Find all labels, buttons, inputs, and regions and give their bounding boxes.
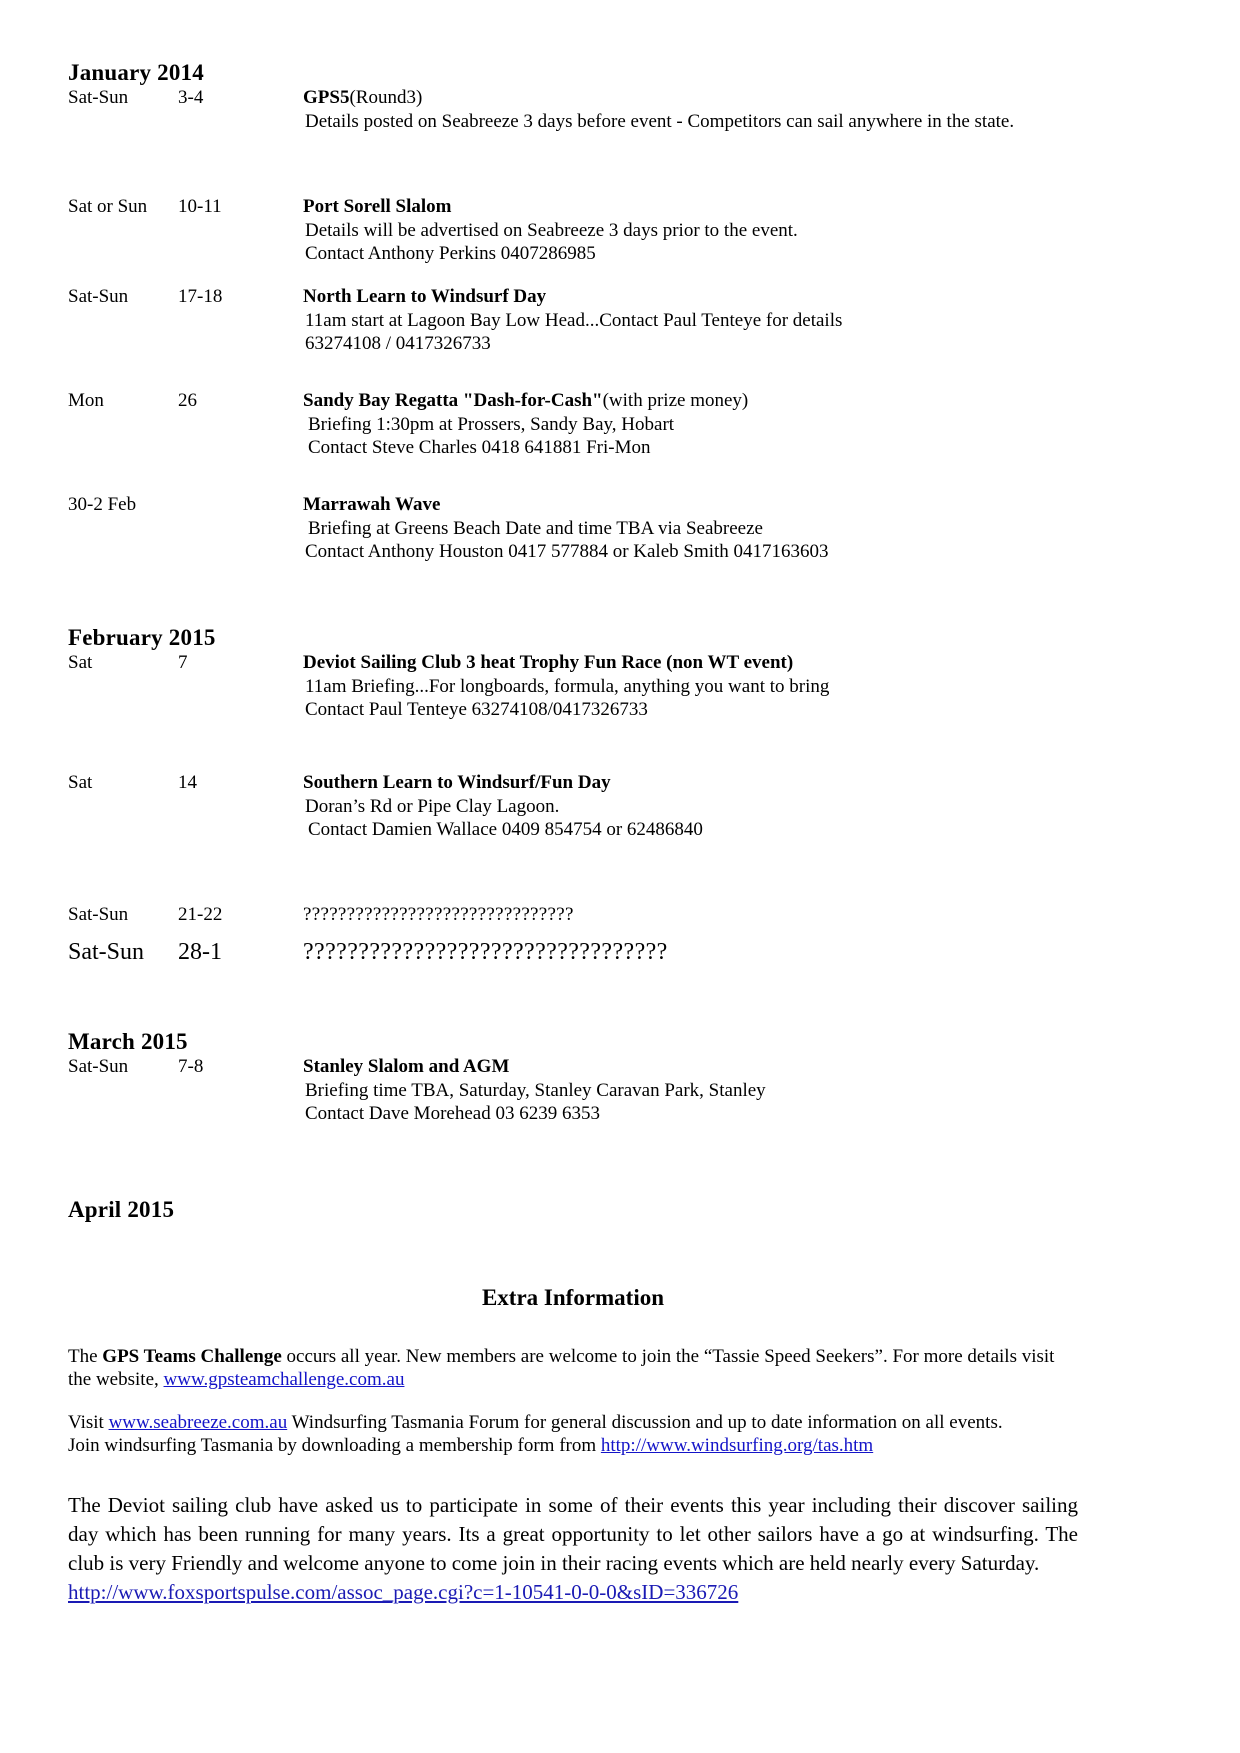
event-row	[68, 195, 1078, 219]
event-day: Sat-Sun	[68, 286, 129, 307]
event-date: 10-11	[178, 196, 222, 217]
event-title-bold: GPS5	[303, 87, 350, 108]
event-date: 17-18	[178, 286, 223, 307]
month-heading-february: February 2015	[68, 625, 216, 650]
event-row	[68, 285, 1078, 309]
event-row	[68, 1055, 1078, 1079]
event-title-plain: (Round3)	[349, 87, 423, 108]
event-detail: Briefing time TBA, Saturday, Stanley Caravan Park, Stanley	[305, 1080, 766, 1101]
spacer	[68, 1311, 1078, 1345]
spacer	[68, 1223, 1078, 1285]
event-detail: Contact Anthony Houston 0417 577884 or Kaleb Smith 0417163603	[305, 541, 829, 562]
extra-paragraph-gps-teams	[68, 1345, 1078, 1391]
event-detail: Contact Steve Charles 0418 641881 Fri-Mon	[308, 437, 651, 458]
extra-paragraph-seabreeze	[68, 1411, 1078, 1434]
spacer	[68, 1391, 1078, 1411]
extra-paragraph-deviot: The Deviot sailing club have asked us to participate in some of their events this year including their discover sailing day which has been running for many years. Its a great opportunity to let other sailors have a go at windsurfing. The club is very Friendly and welcome anyone to come join in their racing events which are held nearly every Saturday.	[68, 1493, 1078, 1575]
spacer	[68, 721, 1078, 771]
event-detail: Contact Dave Morehead 03 6239 6353	[305, 1103, 600, 1124]
document-content	[68, 60, 1078, 1607]
event-date: 28-1	[178, 939, 222, 965]
event-unknown-21-22	[68, 903, 1078, 927]
event-row	[68, 771, 1078, 795]
event-date: 21-22	[178, 904, 223, 925]
event-date: 3-4	[178, 87, 204, 108]
spacer	[68, 355, 1078, 389]
event-southern-learn-to-windsurf	[68, 771, 1078, 841]
event-title	[303, 1055, 1078, 1079]
month-heading-march: March 2015	[68, 1029, 188, 1054]
event-title	[303, 389, 1078, 413]
event-title-bold: Southern Learn to Windsurf/Fun Day	[303, 772, 611, 793]
event-day: Sat-Sun	[68, 939, 145, 965]
event-deviot-fun-race	[68, 651, 1078, 721]
event-title	[303, 86, 1078, 110]
event-day: 30-2 Feb	[68, 494, 137, 515]
event-row	[68, 86, 1078, 110]
event-day: Sat-Sun	[68, 87, 129, 108]
event-title-bold: Marrawah Wave	[303, 494, 441, 515]
event-detail: Contact Anthony Perkins 0407286985	[305, 243, 596, 264]
link-gpsteamchallenge[interactable]: www.gpsteamchallenge.com.au	[163, 1369, 405, 1390]
event-title	[303, 285, 1078, 309]
event-row	[68, 937, 1078, 967]
event-detail: Briefing 1:30pm at Prossers, Sandy Bay, Hobart	[308, 414, 675, 435]
para-text: Visit	[68, 1412, 109, 1433]
spacer	[68, 927, 1078, 937]
event-detail: Briefing at Greens Beach Date and time TBA via Seabreeze	[308, 518, 763, 539]
event-unknown-placeholder: ?????????????????????????????????	[303, 939, 668, 965]
event-detail: 11am start at Lagoon Bay Low Head...Contact Paul Tenteye for details	[305, 310, 843, 331]
event-day: Sat	[68, 652, 93, 673]
spacer	[68, 841, 1078, 903]
event-date: 7	[178, 652, 188, 673]
event-title	[303, 493, 1078, 517]
event-day: Sat-Sun	[68, 1056, 129, 1077]
event-detail: Doran’s Rd or Pipe Clay Lagoon.	[305, 796, 560, 817]
event-north-learn-to-windsurf	[68, 285, 1078, 355]
event-date: 7-8	[178, 1056, 204, 1077]
event-title-bold: Stanley Slalom and AGM	[303, 1056, 510, 1077]
event-row	[68, 493, 1078, 517]
para-text: the website,	[68, 1369, 164, 1390]
event-detail: Details will be advertised on Seabreeze 3 days prior to the event.	[305, 220, 798, 241]
spacer	[68, 265, 1078, 285]
para-text: Join windsurfing Tasmania by downloading a membership form from	[68, 1435, 601, 1456]
spacer	[68, 459, 1078, 493]
event-day: Mon	[68, 390, 104, 411]
month-heading-april: April 2015	[68, 1197, 175, 1222]
event-title	[303, 195, 1078, 219]
extra-paragraph-deviot-link	[68, 1578, 1078, 1607]
extra-information-heading: Extra Information	[481, 1285, 665, 1310]
event-row	[68, 651, 1078, 675]
event-title	[303, 771, 1078, 795]
event-detail: Contact Damien Wallace 0409 854754 or 62486840	[308, 819, 703, 840]
event-detail: 63274108 / 0417326733	[305, 333, 491, 354]
event-sandy-bay-regatta	[68, 389, 1078, 459]
event-detail: Contact Paul Tenteye 63274108/0417326733	[305, 699, 648, 720]
link-windsurfing-tas[interactable]: http://www.windsurfing.org/tas.htm	[600, 1435, 874, 1456]
event-detail: 11am Briefing...For longboards, formula, anything you want to bring	[305, 676, 830, 697]
event-unknown-28-1	[68, 937, 1078, 967]
event-day: Sat	[68, 772, 93, 793]
spacer	[68, 563, 1078, 625]
event-title-bold: North Learn to Windsurf Day	[303, 286, 547, 307]
event-title	[303, 651, 1078, 675]
event-day: Sat-Sun	[68, 904, 129, 925]
event-row	[68, 903, 1078, 927]
spacer	[68, 1187, 1078, 1197]
event-row	[68, 389, 1078, 413]
event-title-bold: Deviot Sailing Club 3 heat Trophy Fun Race (non WT event)	[303, 652, 794, 673]
event-date: 26	[178, 390, 197, 411]
event-unknown-placeholder: ???????????????????????????????	[303, 904, 574, 925]
spacer	[68, 967, 1078, 1029]
spacer	[68, 133, 1078, 195]
extra-paragraph-membership	[68, 1434, 1078, 1457]
link-foxsportspulse[interactable]: http://www.foxsportspulse.com/assoc_page.cgi?c=1-10541-0-0-0&sID=336726	[68, 1580, 739, 1604]
para-text: Windsurfing Tasmania Forum for general discussion and up to date information on all events.	[287, 1412, 1003, 1433]
event-gps5	[68, 86, 1078, 133]
event-title-bold: Port Sorell Slalom	[303, 196, 452, 217]
event-title-plain: (with prize money)	[602, 390, 749, 411]
event-marrawah-wave	[68, 493, 1078, 563]
spacer	[68, 1457, 1078, 1491]
para-text: occurs all year. New members are welcome to join the “Tassie Speed Seekers”. For more details visit	[281, 1346, 1055, 1367]
event-detail: Details posted on Seabreeze 3 days before event - Competitors can sail anywhere in the state.	[305, 111, 1015, 132]
event-title-bold: Sandy Bay Regatta "Dash-for-Cash"	[303, 390, 603, 411]
event-day: Sat or Sun	[68, 196, 148, 217]
event-port-sorell-slalom	[68, 195, 1078, 265]
para-text: The	[68, 1346, 103, 1367]
spacer	[68, 1125, 1078, 1187]
event-stanley-slalom-agm	[68, 1055, 1078, 1125]
event-date: 14	[178, 772, 197, 793]
para-bold-gps-teams-challenge: GPS Teams Challenge	[102, 1346, 282, 1367]
month-heading-january: January 2014	[68, 60, 204, 85]
link-seabreeze[interactable]: www.seabreeze.com.au	[108, 1412, 288, 1433]
